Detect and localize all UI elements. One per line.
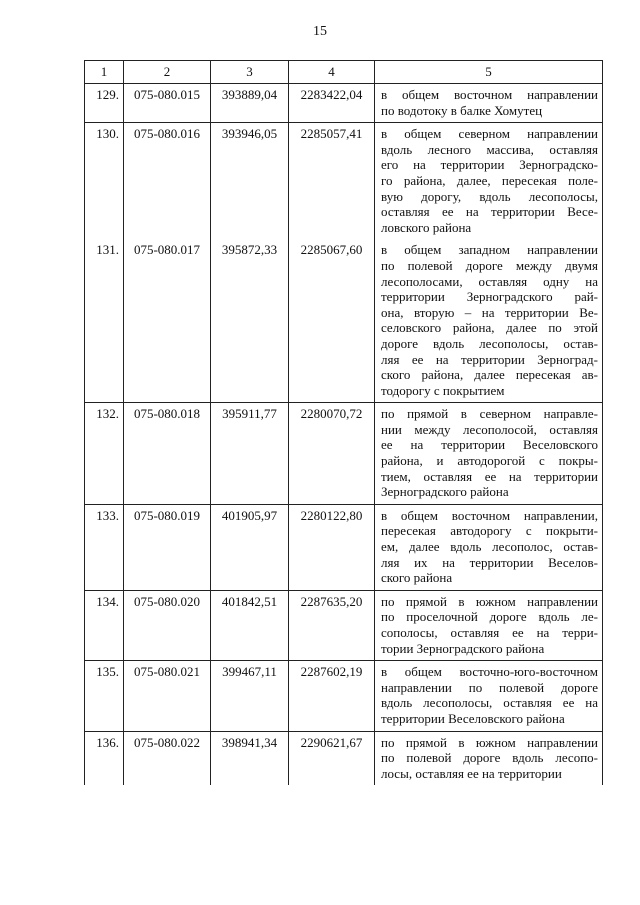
description-line: лесополосами, оставляя одну на bbox=[381, 273, 598, 289]
description-line: селовского района, далее по этой bbox=[381, 320, 598, 336]
description-line: ее на территории Веселовского bbox=[381, 437, 598, 453]
point-code: 075-080.018 bbox=[124, 403, 211, 505]
coordinate-y: 2283422,04 bbox=[289, 84, 375, 123]
row-number: 134. bbox=[85, 590, 124, 660]
coordinate-y: 2290621,67 bbox=[289, 731, 375, 785]
boundary-description bbox=[375, 590, 603, 660]
boundary-description bbox=[375, 661, 603, 731]
description-line: ляя их на территории Веселов- bbox=[381, 554, 598, 570]
boundary-points-table bbox=[84, 60, 603, 785]
coordinate-x: 393946,05 bbox=[211, 123, 289, 240]
row-number: 130. bbox=[85, 123, 124, 240]
description-line: в общем восточном направлении, bbox=[381, 507, 598, 523]
description-line: по прямой в северном направле- bbox=[381, 406, 598, 422]
table-row bbox=[85, 84, 603, 123]
row-number: 129. bbox=[85, 84, 124, 123]
point-code: 075-080.016 bbox=[124, 123, 211, 240]
description-line: в общем западном направлении bbox=[381, 242, 598, 258]
description-line: территории Зерноградского рай- bbox=[381, 289, 598, 305]
point-code: 075-080.020 bbox=[124, 590, 211, 660]
point-code: 075-080.021 bbox=[124, 661, 211, 731]
description-line: в общем восточном направлении bbox=[381, 87, 598, 102]
column-header: 2 bbox=[124, 61, 211, 84]
coordinate-y: 2285067,60 bbox=[289, 239, 375, 402]
description-line: района, и автодорогой с покры- bbox=[381, 453, 598, 469]
description-line: го района, далее, пересекая поле- bbox=[381, 172, 598, 188]
page-number: 15 bbox=[313, 24, 327, 39]
description-line: вдоль лесного массива, оставляя bbox=[381, 141, 598, 157]
boundary-description bbox=[375, 123, 603, 240]
coordinate-x: 395911,77 bbox=[211, 403, 289, 505]
table-row bbox=[85, 731, 603, 785]
coordinate-y: 2285057,41 bbox=[289, 123, 375, 240]
table-row bbox=[85, 239, 603, 402]
description-line: по полевой дороге вдоль лесопо- bbox=[381, 750, 598, 766]
description-line: пересекая автодорогу с покрыти- bbox=[381, 523, 598, 539]
coordinate-x: 395872,33 bbox=[211, 239, 289, 402]
column-header: 3 bbox=[211, 61, 289, 84]
table-row bbox=[85, 123, 603, 240]
table-row bbox=[85, 504, 603, 590]
coordinate-x: 393889,04 bbox=[211, 84, 289, 123]
coordinate-x: 398941,34 bbox=[211, 731, 289, 785]
description-line: вдоль лесополосы, оставляя ее на bbox=[381, 695, 598, 711]
description-line: в общем северном направлении bbox=[381, 126, 598, 142]
description-line: ляя ее на территории Зерноград- bbox=[381, 351, 598, 367]
description-line: дороге вдоль лесополосы, остав- bbox=[381, 335, 598, 351]
description-line: оставляя ее на территории Весе- bbox=[381, 204, 598, 220]
coordinate-y: 2280122,80 bbox=[289, 504, 375, 590]
table-row bbox=[85, 661, 603, 731]
boundary-description bbox=[375, 239, 603, 402]
description-line: тием, оставляя ее на территории bbox=[381, 468, 598, 484]
description-line: по полевой дороге между двумя bbox=[381, 257, 598, 273]
description-line: территории Веселовского района bbox=[381, 710, 565, 726]
boundary-description bbox=[375, 504, 603, 590]
description-line: нии между лесополосой, оставляя bbox=[381, 421, 598, 437]
description-line: по прямой в южном направлении bbox=[381, 593, 598, 609]
description-line: направлении по полевой дороге bbox=[381, 679, 598, 695]
description-line: тодорогу с покрытием bbox=[381, 382, 505, 398]
description-line: сополосы, оставляя ее на терри- bbox=[381, 625, 598, 640]
point-code: 075-080.015 bbox=[124, 84, 211, 123]
coordinate-x: 401842,51 bbox=[211, 590, 289, 660]
description-line: лосы, оставляя ее на территории bbox=[381, 765, 562, 781]
coordinate-y: 2287635,20 bbox=[289, 590, 375, 660]
description-line: она, вторую – на территории Ве- bbox=[381, 304, 598, 320]
description-line: по проселочной дороге вдоль ле- bbox=[381, 609, 598, 625]
boundary-description bbox=[375, 403, 603, 505]
description-line: ловского района bbox=[381, 219, 472, 235]
point-code: 075-080.019 bbox=[124, 504, 211, 590]
coordinate-y: 2287602,19 bbox=[289, 661, 375, 731]
description-line: его на территории Зерноградско- bbox=[381, 157, 598, 173]
point-code: 075-080.017 bbox=[124, 239, 211, 402]
column-header: 5 bbox=[375, 61, 603, 84]
description-line: по водотоку в балке Хомутец bbox=[381, 102, 543, 118]
description-line: по прямой в южном направлении bbox=[381, 734, 598, 750]
point-code: 075-080.022 bbox=[124, 731, 211, 785]
boundary-description bbox=[375, 731, 603, 785]
boundary-description bbox=[375, 84, 603, 123]
column-header: 4 bbox=[289, 61, 375, 84]
description-line: в общем восточно-юго-восточном bbox=[381, 664, 598, 680]
column-header: 1 bbox=[85, 61, 124, 84]
row-number: 133. bbox=[85, 504, 124, 590]
row-number: 131. bbox=[85, 239, 124, 402]
description-line: вую дорогу, вдоль лесополосы, bbox=[381, 188, 598, 204]
row-number: 132. bbox=[85, 403, 124, 505]
coordinate-x: 399467,11 bbox=[211, 661, 289, 731]
table-header-row bbox=[85, 61, 603, 84]
table-row bbox=[85, 403, 603, 505]
description-line: ского района bbox=[381, 570, 453, 586]
description-line: ем, далее вдоль лесополос, остав- bbox=[381, 539, 598, 555]
coordinate-x: 401905,97 bbox=[211, 504, 289, 590]
description-line: ского района, далее пересекая ав- bbox=[381, 367, 598, 383]
row-number: 136. bbox=[85, 731, 124, 785]
coordinate-y: 2280070,72 bbox=[289, 403, 375, 505]
description-line: Зерноградского района bbox=[381, 484, 509, 500]
row-number: 135. bbox=[85, 661, 124, 731]
table-row bbox=[85, 590, 603, 660]
description-line: тории Зерноградского района bbox=[381, 640, 545, 656]
